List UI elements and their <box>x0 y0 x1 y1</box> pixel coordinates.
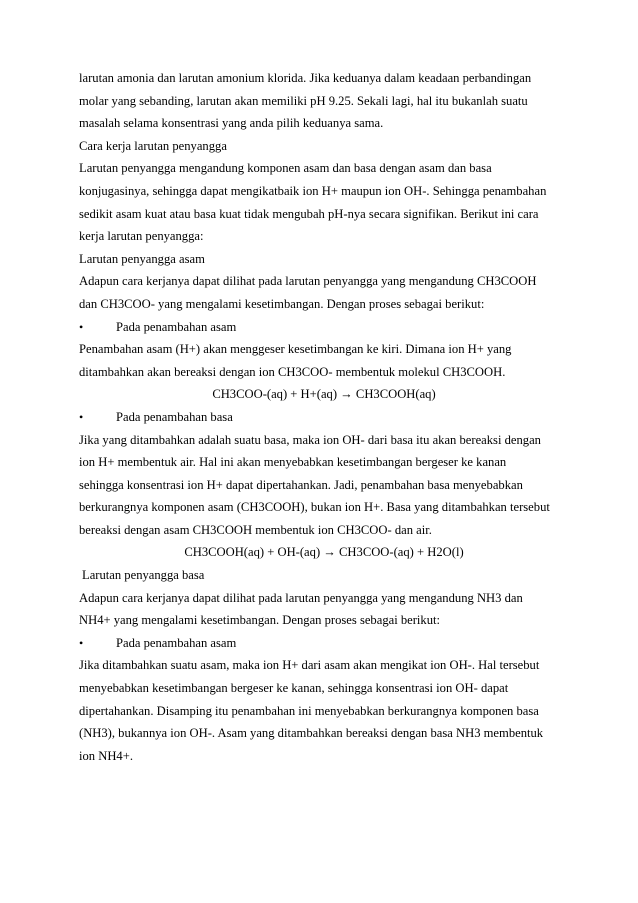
paragraph-line: menyebabkan kesetimbangan bergeser ke kanan, sehingga konsentrasi ion OH- dapat <box>79 681 509 696</box>
paragraph-line: molar yang sebanding, larutan akan memiliki pH 9.25. Sekali lagi, hal itu bukanlah suatu <box>79 93 528 108</box>
bullet-item <box>79 406 569 429</box>
paragraph-line: Larutan penyangga mengandung komponen asam dan basa dengan asam dan basa <box>79 161 492 176</box>
paragraph-line: Jika yang ditambahkan adalah suatu basa, maka ion OH- dari basa itu akan bereaksi dengan <box>79 432 541 447</box>
paragraph-line: masalah selama konsentrasi yang anda pilih keduanya sama. <box>79 116 384 131</box>
bullet-icon: • <box>79 635 84 650</box>
equation: CH3COOH(aq) + OH-(aq) → CH3COO-(aq) + H2O(l) <box>184 545 464 560</box>
paragraph-line: Jika ditambahkan suatu asam, maka ion H+ dari asam akan mengikat ion OH-. Hal tersebut <box>79 658 540 673</box>
paragraph-line: konjugasinya, sehingga dapat mengikatbaik ion H+ maupun ion OH-. Sehingga penambahan <box>79 183 547 198</box>
bullet-text: Pada penambahan asam <box>116 635 237 650</box>
paragraph-line: dan CH3COO- yang mengalami kesetimbangan. Dengan proses sebagai berikut: <box>79 296 485 311</box>
bullet-text: Pada penambahan basa <box>116 409 233 424</box>
paragraph-line: Penambahan asam (H+) akan menggeser kesetimbangan ke kiri. Dimana ion H+ yang <box>79 342 512 357</box>
paragraph-line: Adapun cara kerjanya dapat dilihat pada larutan penyangga yang mengandung CH3COOH <box>79 274 537 289</box>
paragraph-line: ion NH4+. <box>79 748 133 763</box>
bullet-item <box>79 316 569 339</box>
bullet-icon: • <box>79 409 84 424</box>
paragraph-line: (NH3), bukannya ion OH-. Asam yang ditambahkan bereaksi dengan basa NH3 membentuk <box>79 726 544 741</box>
paragraph-line: dipertahankan. Disamping itu penambahan ini menyebabkan berkurangnya komponen basa <box>79 703 539 718</box>
bullet-text: Pada penambahan asam <box>116 319 237 334</box>
paragraph-line: Adapun cara kerjanya dapat dilihat pada larutan penyangga yang mengandung NH3 dan <box>79 590 523 605</box>
paragraph-line: larutan amonia dan larutan amonium klorida. Jika keduanya dalam keadaan perbandingan <box>79 71 532 85</box>
paragraph-line: bereaksi dengan asam CH3COOH membentuk ion CH3COO- dan air. <box>79 522 432 537</box>
paragraph-line: kerja larutan penyangga: <box>79 229 204 244</box>
document-page <box>79 67 569 767</box>
paragraph-line: berkurangnya komponen asam (CH3COOH), bukan ion H+. Basa yang ditambahkan tersebut <box>79 500 550 515</box>
paragraph-line: ditambahkan akan bereaksi dengan ion CH3COO- membentuk molekul CH3COOH. <box>79 364 506 379</box>
section-heading: Larutan penyangga basa <box>82 568 205 583</box>
section-heading: Larutan penyangga asam <box>79 251 205 266</box>
paragraph-line: sehingga konsentrasi ion H+ dapat dipertahankan. Jadi, penambahan basa menyebabkan <box>79 477 523 492</box>
equation: CH3COO-(aq) + H+(aq) → CH3COOH(aq) <box>212 387 436 402</box>
bullet-item <box>79 632 569 655</box>
paragraph-line: ion H+ membentuk air. Hal ini akan menyebabkan kesetimbangan bergeser ke kanan <box>79 455 507 470</box>
paragraph-line: NH4+ yang mengalami kesetimbangan. Dengan proses sebagai berikut: <box>79 613 441 628</box>
section-heading: Cara kerja larutan penyangga <box>79 138 227 153</box>
paragraph-line: sedikit asam kuat atau basa kuat tidak mengubah pH-nya secara signifikan. Berikut ini cara <box>79 206 539 221</box>
bullet-icon: • <box>79 319 84 334</box>
